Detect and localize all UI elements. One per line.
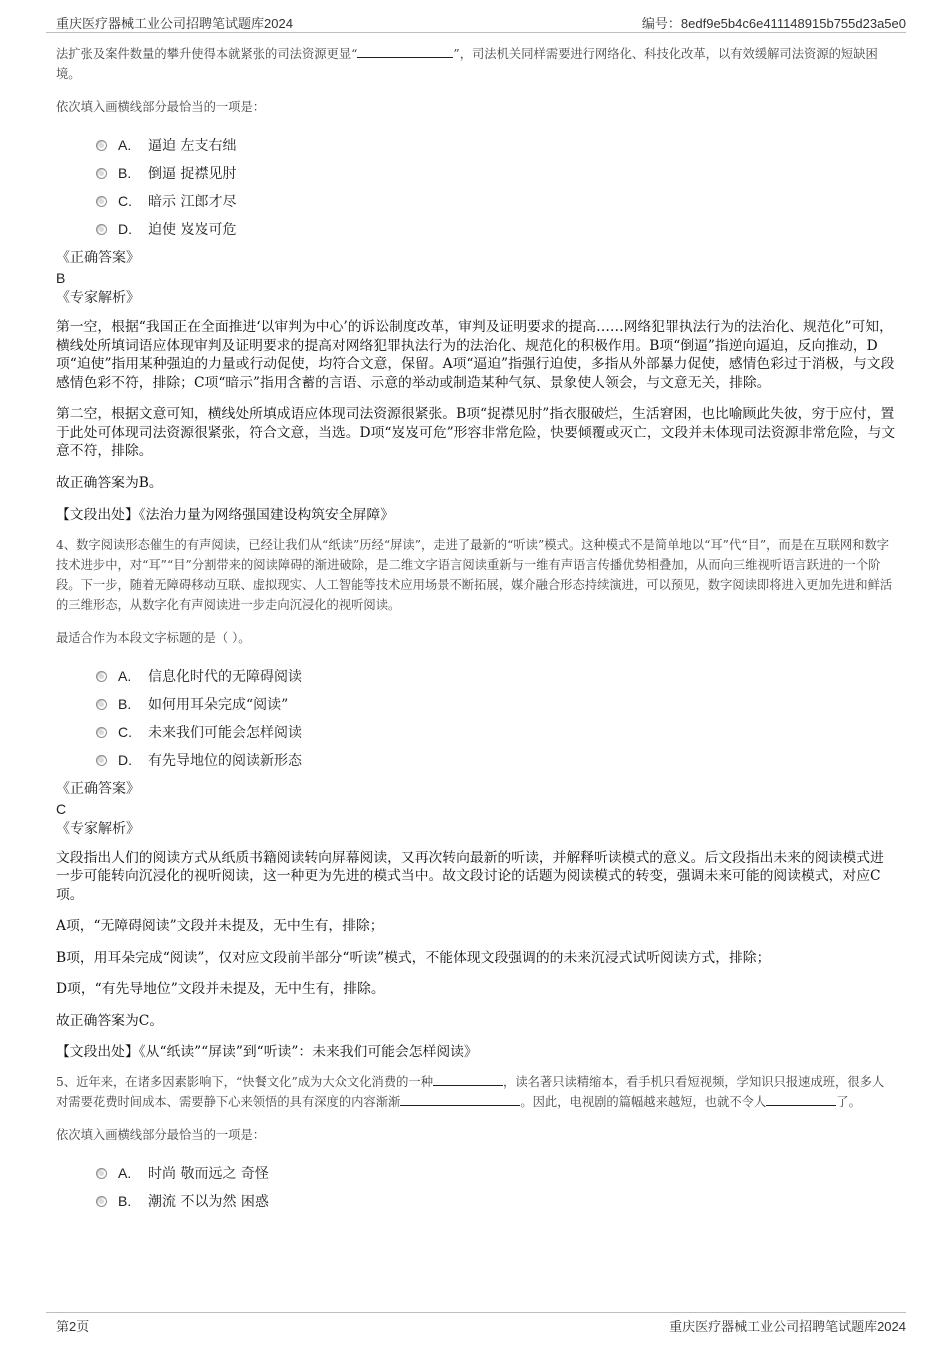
q3-option-b[interactable] <box>56 160 896 188</box>
q4-option-b[interactable] <box>56 691 896 719</box>
q3-option-a[interactable] <box>56 132 896 160</box>
q5-prompt: 依次填入画横线部分最恰当的一项是： <box>56 1127 266 1142</box>
q4-analysis-5: 故正确答案为C。 <box>56 1012 164 1029</box>
option-text: 潮流 不以为然 困惑 <box>148 1193 269 1210</box>
q4-passage: 4、数字阅读形态催生的有声阅读，已经让我们从“纸读”历经“屏读”，走进了最新的“听读”模式。这种模式不是简单地以“耳”代“目”，而是在互联网和数字技术进步中，对“耳”“目”分割带来的阅读障碍的渐进破除，是二维文字语言阅读重新与一维有声语言传播优势相叠加，从而向三维视听语言跃进的一个阶段。下一步，随着无障碍移动互联、虚拟现实、人工智能等技术应用场景不断拓展，媒介融合形态持续演进，可以预见，数字阅读即将进入更加先进和鲜活的三维形态，从数字化有声阅读进一步走向沉浸化的视听阅读。 <box>56 537 893 612</box>
q5-blank-3 <box>766 1094 836 1106</box>
option-text: 如何用耳朵完成“阅读” <box>148 696 289 713</box>
q5-part1: 5、近年来，在诸多因素影响下，“快餐文化”成为大众文化消费的一种 <box>56 1074 434 1089</box>
radio-icon[interactable] <box>96 727 107 738</box>
q5-option-a[interactable] <box>56 1160 896 1188</box>
radio-icon[interactable] <box>96 755 107 766</box>
footer-title: 重庆医疗器械工业公司招聘笔试题库2024 <box>669 1319 906 1334</box>
radio-icon[interactable] <box>96 1168 107 1179</box>
option-letter: B. <box>118 165 132 181</box>
option-letter: A. <box>118 137 132 153</box>
option-text: 倒逼 捉襟见肘 <box>148 166 237 182</box>
q3-passage-part1: 法扩张及案件数量的攀升使得本就紧张的司法资源更显“ <box>56 47 358 61</box>
q4-answer: C <box>56 800 67 817</box>
radio-icon[interactable] <box>96 196 107 207</box>
q4-analysis-2: A项，“无障碍阅读”文段并未提及，无中生有，排除； <box>56 918 384 934</box>
q4-option-d[interactable] <box>56 747 896 775</box>
q3-options <box>56 132 896 244</box>
q5-part3: 。因此，电视剧的篇幅越来越短，也就不令人 <box>520 1094 767 1109</box>
option-letter: A. <box>118 1164 132 1181</box>
q4-source: 【文段出处】《从“纸读”“屏读”到“听读”：未来我们可能会怎样阅读》 <box>56 1044 478 1060</box>
radio-icon[interactable] <box>96 140 107 151</box>
q5-part2: ，读名著只读精缩本，看手机只看短视频，学知识只报速成班，很多人对需要花费时间成本、需要静下心来领悟的具有深度的内容渐渐 <box>56 1074 885 1109</box>
q5-option-b[interactable] <box>56 1188 896 1216</box>
q3-analysis-1: 第一空，根据“我国正在全面推进‘以审判为中心’的诉讼制度改革，审判及证明要求的提高……网络犯罪执法行为的法治化、规范化”可知，横线处所填词语应体现审判及证明要求的提高对网络犯罪执法行为的法治化、规范化的积极作用。B项“倒逼”指逆向逼迫，反向推动，D项“迫使”指用某种强迫的力量或行动促使，均符合文意，保留。A项“逼迫”指强行迫使，多指从外部暴力促使，感情色彩过于消极，与文段感情色彩不符，排除；C项“暗示”指用含蓄的言语、示意的举动或制造某种气氛、景象使人领会，与文意无关，排除。 <box>56 319 895 391</box>
q3-option-d[interactable] <box>56 216 896 244</box>
option-text: 未来我们可能会怎样阅读 <box>148 724 302 741</box>
radio-icon[interactable] <box>96 224 107 235</box>
q4-prompt: 最适合作为本段文字标题的是（ ）。 <box>56 630 251 645</box>
q4-answer-label: 《正确答案》 <box>56 780 140 797</box>
page-content <box>56 44 896 1216</box>
page-footer <box>46 1312 906 1337</box>
option-letter: A. <box>118 667 132 684</box>
q3-passage-part2: ”，司法机关同样需要进行网络化、科技化改革，以有效缓解司法资源的短缺困境。 <box>56 47 878 81</box>
q3-analysis-3: 故正确答案为B。 <box>56 474 163 491</box>
q4-option-a[interactable] <box>56 663 896 691</box>
option-letter: D. <box>118 751 132 768</box>
q3-source: 【文段出处】《法治力量为网络强国建设构筑安全屏障》 <box>56 507 395 523</box>
option-letter: B. <box>118 1192 132 1209</box>
q3-option-c[interactable] <box>56 188 896 216</box>
q3-analysis-label: 《专家解析》 <box>56 290 140 306</box>
q5-options <box>56 1160 896 1216</box>
option-text: 时尚 敬而远之 奇怪 <box>148 1165 269 1182</box>
page-number: 第2页 <box>56 1319 90 1334</box>
header-doc-id: 编号：8edf9e5b4c6e411148915b755d23a5e0 <box>641 16 906 31</box>
q3-passage <box>56 44 896 84</box>
q4-analysis-label: 《专家解析》 <box>56 820 140 837</box>
option-letter: D. <box>118 221 132 237</box>
q5-part4: 了。 <box>836 1094 861 1109</box>
q3-answer: B <box>56 270 66 286</box>
option-text: 逼迫 左支右绌 <box>148 138 237 154</box>
page-header <box>46 12 906 33</box>
radio-icon[interactable] <box>96 671 107 682</box>
option-text: 暗示 江郎才尽 <box>148 194 237 210</box>
q4-options <box>56 663 896 775</box>
option-text: 有先导地位的阅读新形态 <box>148 752 302 769</box>
q3-blank <box>357 46 453 58</box>
radio-icon[interactable] <box>96 168 107 179</box>
q3-prompt: 依次填入画横线部分最恰当的一项是： <box>56 100 266 114</box>
q4-analysis-1: 文段指出人们的阅读方式从纸质书籍阅读转向屏幕阅读，又再次转向最新的听读，并解释听读模式的意义。后文段指出未来的阅读模式进一步可能转向沉浸化的视听阅读，这一种更为先进的模式当中。故文段讨论的话题为阅读模式的转变，强调未来可能的阅读模式，对应C项。 <box>56 849 884 903</box>
q4-option-c[interactable] <box>56 719 896 747</box>
option-letter: C. <box>118 193 132 209</box>
radio-icon[interactable] <box>96 1196 107 1207</box>
q4-analysis-3: B项，用耳朵完成“阅读”，仅对应文段前半部分“听读”模式，不能体现文段强调的的未来沉浸式试听阅读方式，排除； <box>56 949 771 966</box>
q3-analysis-2: 第二空，根据文意可知，横线处所填成语应体现司法资源很紧张。B项“捉襟见肘”指衣服破烂，生活窘困，也比喻顾此失彼，穷于应付，置于此处可体现司法资源很紧张，符合文意，当选。D项“岌岌可危”形容非常危险，快要倾覆或灭亡，文段并未体现司法资源非常危险，与文意不符，排除。 <box>56 406 896 459</box>
option-text: 迫使 岌岌可危 <box>148 222 237 238</box>
q5-blank-1 <box>433 1074 503 1086</box>
q5-passage <box>56 1072 896 1112</box>
option-text: 信息化时代的无障碍阅读 <box>148 668 302 685</box>
option-letter: C. <box>118 723 132 740</box>
header-title: 重庆医疗器械工业公司招聘笔试题库2024 <box>56 16 293 31</box>
radio-icon[interactable] <box>96 699 107 710</box>
q4-analysis-4: D项，“有先导地位”文段并未提及，无中生有，排除。 <box>56 981 385 997</box>
q3-answer-label: 《正确答案》 <box>56 250 140 266</box>
q5-blank-2 <box>400 1094 520 1106</box>
option-letter: B. <box>118 695 132 712</box>
